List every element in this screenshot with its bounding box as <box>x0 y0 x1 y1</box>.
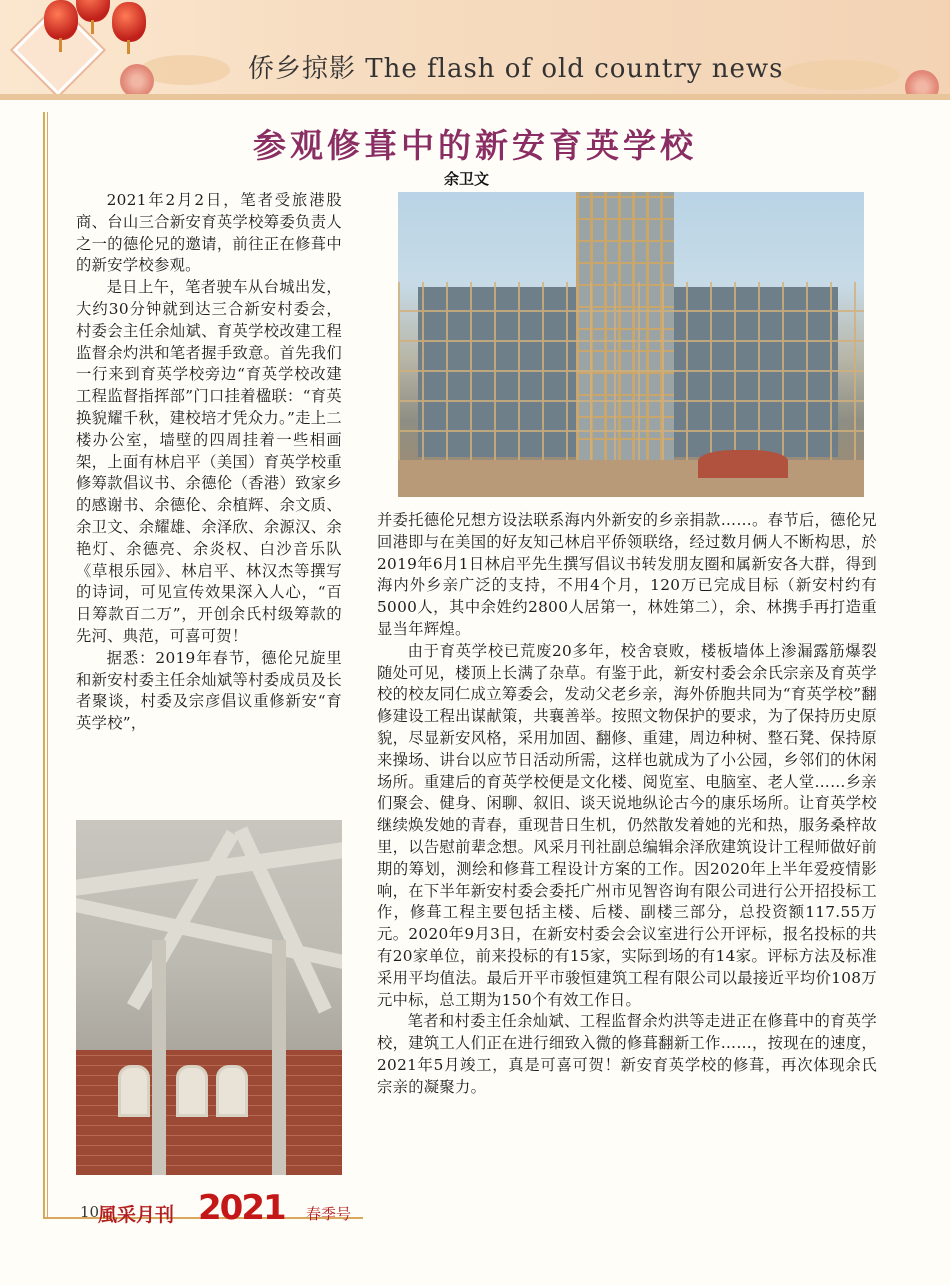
school-exterior-photo <box>398 192 864 497</box>
lantern-icon <box>44 0 78 40</box>
right-column <box>377 510 877 1099</box>
lantern-icon <box>76 0 110 22</box>
lantern-icon <box>112 2 146 42</box>
paragraph: 笔者和村委主任余灿斌、工程监督余灼洪等走进正在修葺中的育英学校，建筑工人们正在进行细致入微的修葺翻新工作……，按现在的速度，2021年5月竣工，真是可喜可贺！新安育英学校的修葺，再次体现余氏宗亲的凝聚力。 <box>377 1012 877 1096</box>
header-banner <box>0 0 950 100</box>
left-rule <box>43 112 45 1217</box>
page-number: 10 <box>80 1203 100 1221</box>
issue-season: 春季号 <box>306 1205 352 1223</box>
section-title: 侨乡掠影 The flash of old country news <box>248 54 784 84</box>
paragraph: 由于育英学校已荒废20多年，校舍衰败，楼板墙体上渗漏露筋爆裂随处可见，楼顶上长满了杂草。有鉴于此，新安村委会余氏宗亲及育英学校的校友同仁成立筹委会，发动父老乡亲，海外侨胞共同为“育英学校”翻修建设工程出谋献策，共襄善举。按照文物保护的要求，为了保持历史原貌，尽显新安风格，采用加固、翻修、重建，周边种树、整石凳、保持原来操场、讲台以应节日活动所需，这样也就成为了小公园，乡邻们的休闲场所。重建后的育英学校便是文化楼、阅览室、电脑室、老人堂……乡亲们聚会、健身、闲聊、叙旧、谈天说地纵论古今的康乐场所。让育英学校继续焕发她的青春，重现昔日生机，仍然散发着她的光和热，服务桑梓故里，以告慰前辈念想。风采月刊社副总编辑余泽欣建筑设计工程师做好前期的筹划，测绘和修葺工程设计方案的工作。因2020年上半年爱疫情影响，在下半年新安村委会委托广州市见智咨询有限公司进行公开招投标工作，修葺工程主要包括主楼、后楼、副楼三部分，总投资额117.55万元。2020年9月3日，在新安村委会会议室进行公开评标，报名投标的共有20家单位，前来投标的有15家，实际到场的有14家。评标方法及标准采用平均值法。最后开平市骏恒建筑工程有限公司以最接近平均价108万元中标，总工期为150个有效工作日。 <box>377 641 877 1009</box>
paragraph: 2021年2月2日，笔者受旅港股商、台山三合新安育英学校筹委负责人之一的德伦兄的邀请，前往正在修葺中的新安学校参观。 <box>76 191 342 275</box>
paragraph: 并委托德伦兄想方设法联系海内外新安的乡亲捐款……。春节后，德伦兄回港即与在美国的好友知己林启平侨领联络，经过数月俩人不断构思，於2019年6月1日林启平先生撰写倡议书转发朋友圈和属新安各大群，得到海内外乡亲广泛的支持，不用4个月，120万已完成目标（新安村约有5000人，其中余姓约2800人居第一，林姓第二），余、林携手再打造重显当年辉煌。 <box>377 511 877 638</box>
left-column <box>76 190 342 735</box>
article-title: 参观修葺中的新安育英学校 <box>253 126 697 165</box>
left-rule-inner <box>47 112 48 1217</box>
flower-ornament-icon <box>120 64 154 98</box>
magazine-name: 風采月刊 <box>98 1204 175 1226</box>
article-author: 余卫文 <box>444 170 490 188</box>
paragraph: 据悉：2019年春节，德伦兄旋里和新安村委主任余灿斌等村委成员及长者聚谈，村委及宗彦倡议重修新安“育英学校”， <box>76 648 342 733</box>
issue-year: 2021 <box>198 1188 285 1228</box>
school-interior-photo <box>76 820 342 1175</box>
paragraph: 是日上午，笔者驶车从台城出发，大约30分钟就到达三合新安村委会，村委会主任余灿斌、育英学校改建工程监督余灼洪和笔者握手致意。首先我们一行来到育英学校旁边“育英学校改建工程监督指挥部”门口挂着楹联：“育英换貌耀千秋，建校培才凭众力。”走上二楼办公室，墙壁的四周挂着一些相画架，上面有林启平（美国）育英学校重修筹款倡议书、余德伦（香港）致家乡的感谢书、余德伦、余植辉、余文质、余卫文、余耀雄、余泽欣、余源汉、余艳灯、余德亮、余炎权、白沙音乐队《草根乐园》、林启平、林汉杰等撰写的诗词，可见宣传效果深入人心，“百日筹款百二万”，开创余氏村级筹款的先河、典范，可喜可贺！ <box>76 278 342 645</box>
